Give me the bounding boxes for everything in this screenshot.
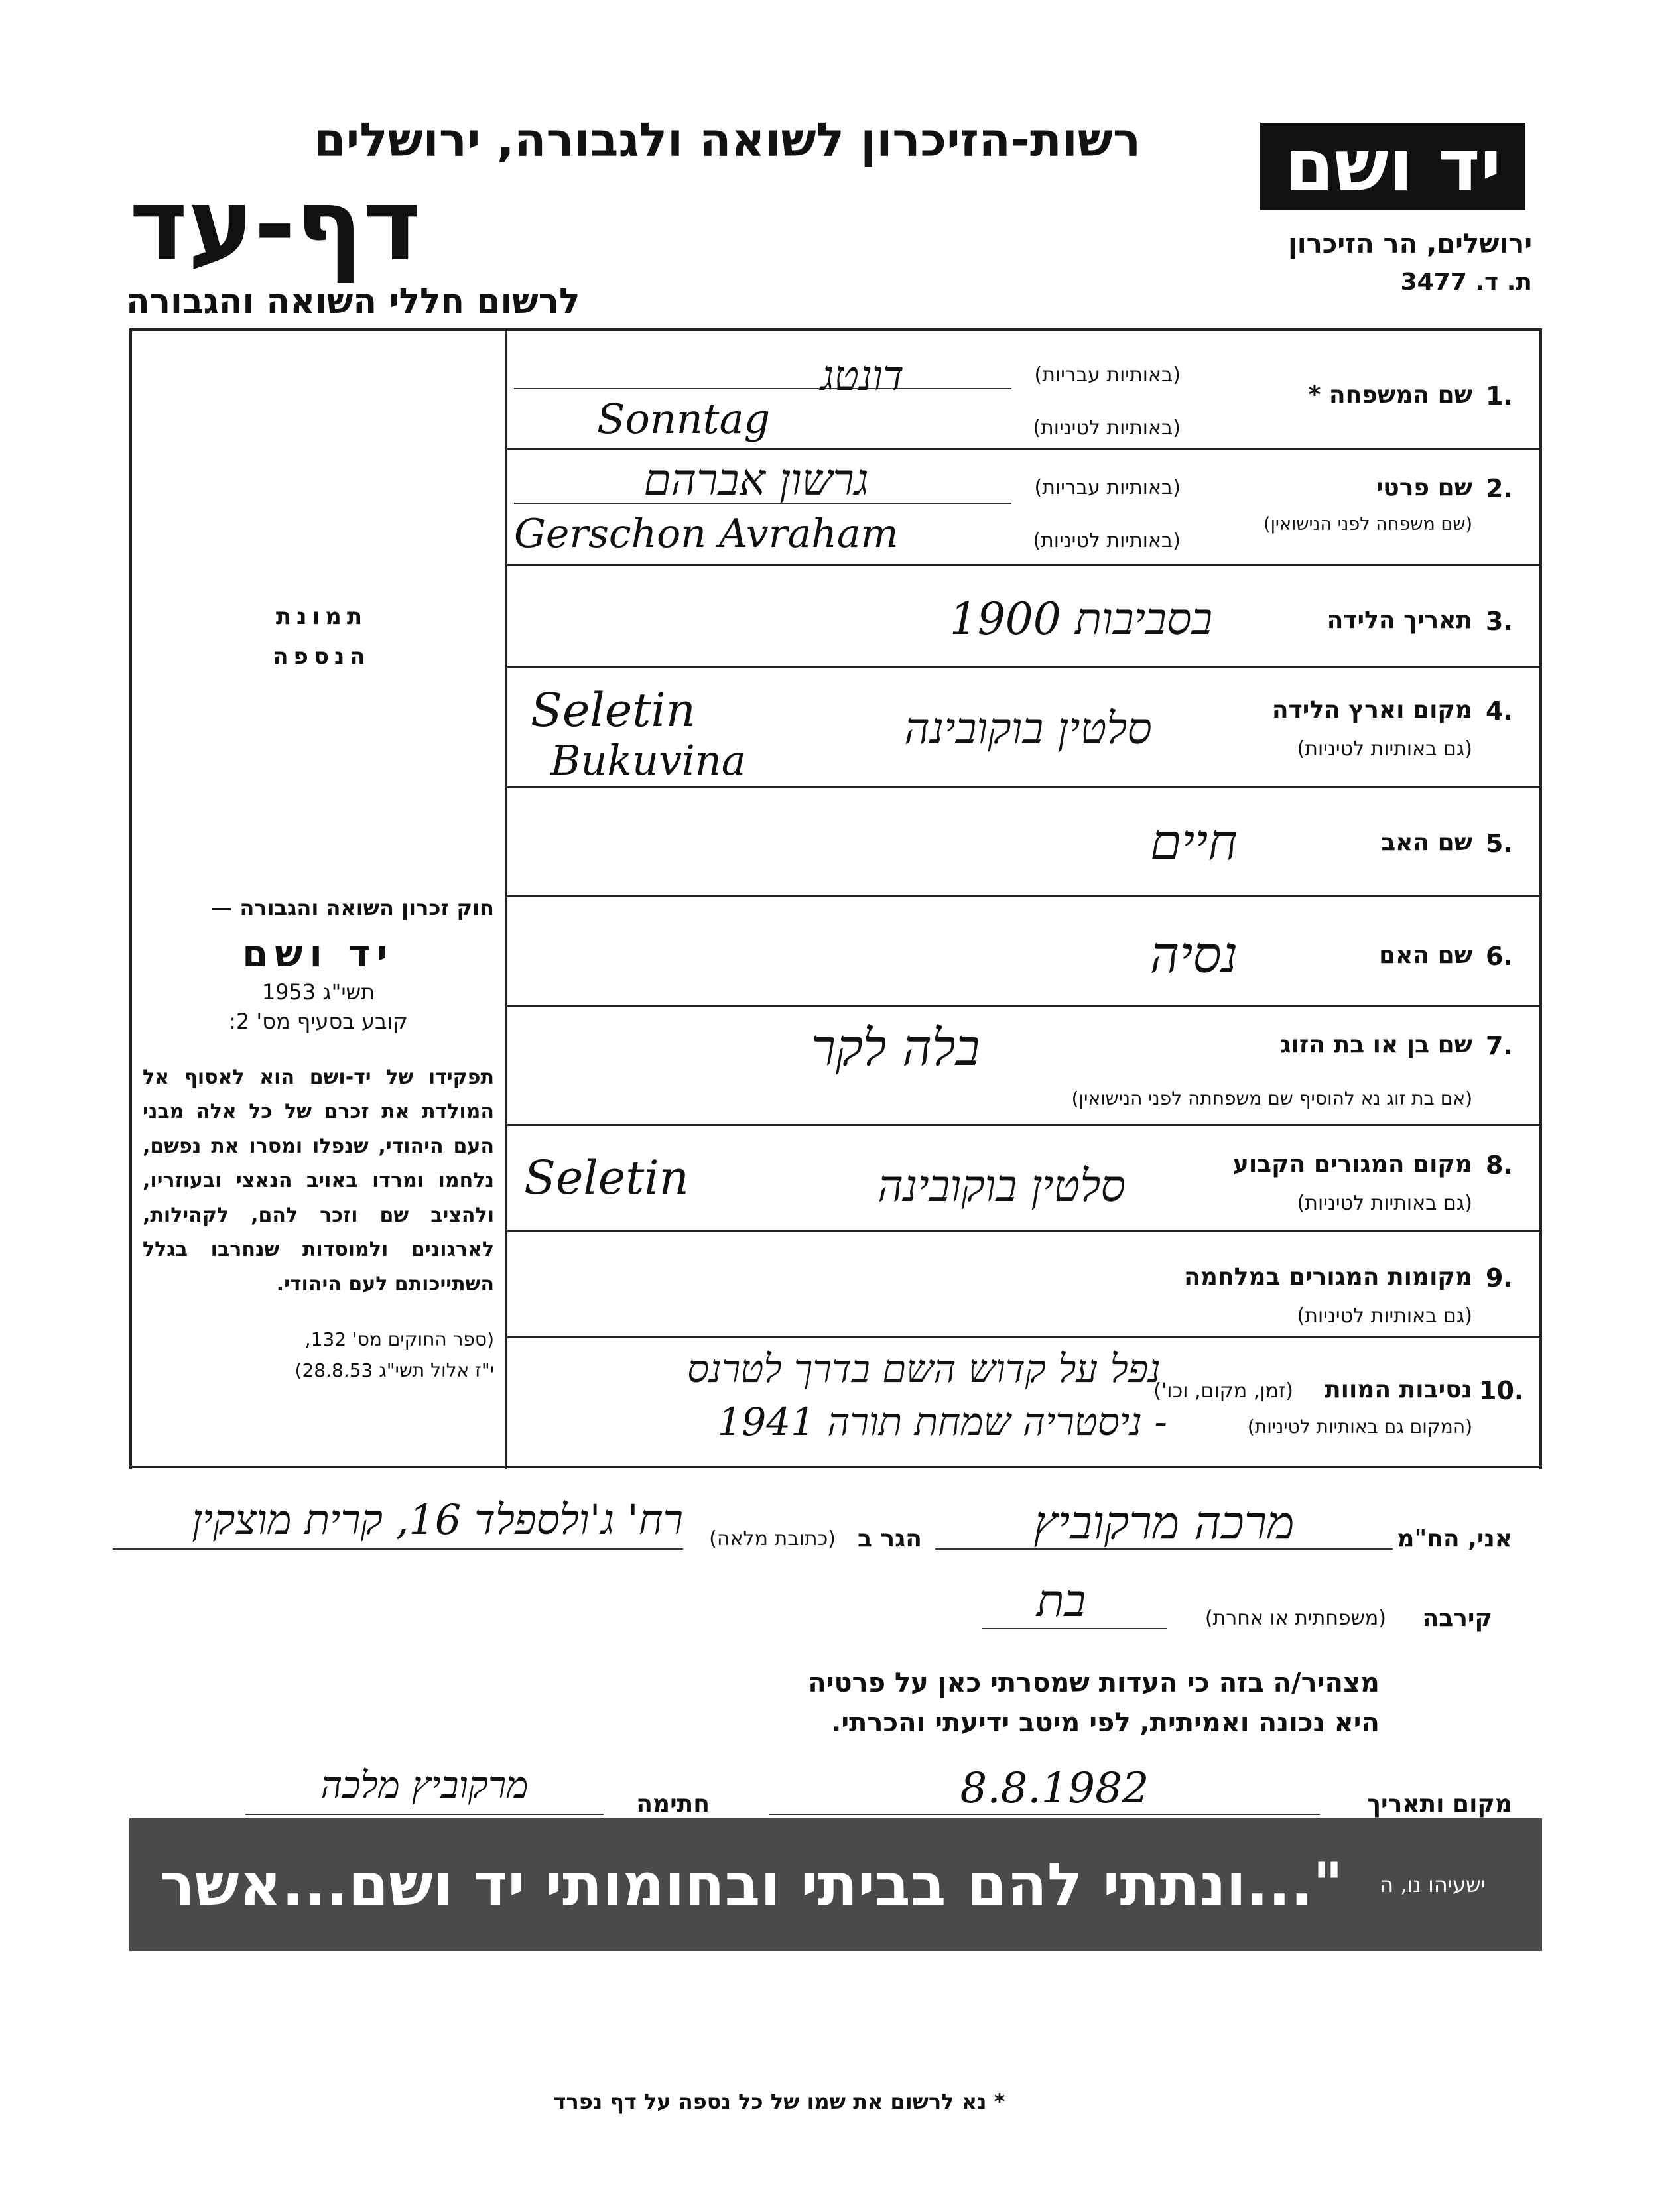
row-divider — [507, 895, 1541, 897]
photo-label-line: הנספה — [273, 643, 371, 670]
field-sublabel: (גם באותיות לטיניות) — [1297, 737, 1472, 761]
field-number: 4. — [1486, 696, 1513, 725]
field-number: 8. — [1486, 1151, 1513, 1180]
quote-source: ישעיהו נו, ה — [1380, 1872, 1486, 1897]
death-circumstances-line1: נפל על קדוש השם בדרך לטרנס — [686, 1346, 1161, 1391]
column-divider — [505, 330, 507, 1469]
entry-line — [245, 1814, 604, 1815]
photo-label-line: תמונת — [275, 603, 368, 630]
field-label-mother-name: שם האם — [1379, 942, 1472, 969]
field-number: 9. — [1486, 1263, 1513, 1292]
field-number: 6. — [1486, 942, 1513, 971]
declaration-statement-1: מצהיר/ה בזה כי העדות שמסרתי כאן על פרטיה — [808, 1668, 1380, 1698]
address-hint: (כתובת מלאה) — [709, 1527, 836, 1550]
hebrew-hint: (באותיות עבריות) — [1034, 476, 1181, 499]
yad-vashem-logo: יד ושם — [1260, 123, 1525, 210]
law-name: יד ושם — [242, 932, 395, 975]
hebrew-hint: (באותיות עבריות) — [1034, 363, 1181, 387]
birth-date-value: בסביבות 1900 — [949, 594, 1213, 645]
relation-label: קירבה — [1422, 1605, 1492, 1632]
field-label-residence: מקום המגורים הקבוע — [1232, 1151, 1472, 1178]
birth-region-latin: Bukuvina — [550, 736, 746, 785]
birth-place-latin: Seletin — [531, 683, 696, 737]
declaration-date: 8.8.1982 — [960, 1764, 1149, 1813]
spouse-name-value: בלה לקר — [810, 1018, 980, 1077]
field-sublabel: (גם באותיות לטיניות) — [1297, 1304, 1472, 1328]
law-source: (ספר החוקים מס' 132, — [304, 1328, 494, 1350]
field-label-family-name: שם המשפחה * — [1308, 381, 1472, 408]
entry-line — [113, 1548, 683, 1550]
page-title: דף-עד — [129, 168, 421, 283]
entry-line — [769, 1814, 1320, 1815]
field-sublabel: (שם משפחה לפני הנישואין) — [1263, 514, 1472, 534]
authority-title: רשות-הזיכרון לשואה ולגבורה, ירושלים — [313, 113, 1141, 167]
field-sublabel: (גם באותיות לטיניות) — [1297, 1192, 1472, 1215]
field-hint: (זמן, מקום, וכו') — [1153, 1379, 1293, 1403]
logo-subtitle: ירושלים, הר הזיכרון — [1288, 229, 1532, 259]
law-text: תפקידו של יד-ושם הוא לאסוף אל המולדת את זכרם של כל אלה מבני העם היהודי, שנפלו ומסרו את נפשם, נלחמו ומרדו באויב הנאצי ובעוזריו, ולהציב שם וזכר להם, לקהילות, לארגונים ולמוסדות שנחרבו בגלל השתייכותם לעם היהודי. — [143, 1066, 494, 1296]
po-box: ת. ד. 3477 — [1400, 269, 1532, 296]
resides-label: הגר ב — [858, 1525, 922, 1552]
residence-hebrew: סלטין בוקובינה — [877, 1161, 1126, 1212]
signature: מרקוביץ מלכה — [320, 1764, 529, 1807]
declaration-statement-2: היא נכונה ואמיתית, לפי מיטב ידיעתי והכרתי. — [831, 1708, 1380, 1738]
father-name-value: חיים — [1149, 812, 1238, 871]
entry-line — [982, 1628, 1167, 1629]
frame-bottom — [129, 1466, 1542, 1468]
mother-name-value: נסיה — [1149, 925, 1238, 984]
field-label-first-name: שם פרטי — [1376, 474, 1472, 501]
row-divider — [507, 1005, 1541, 1007]
law-year: תשי"ג 1953 — [261, 979, 375, 1005]
row-divider — [507, 1230, 1541, 1232]
residence-latin: Seletin — [524, 1151, 689, 1205]
field-number: 3. — [1486, 607, 1513, 636]
row-divider — [507, 786, 1541, 788]
field-label-father-name: שם האב — [1381, 829, 1472, 856]
field-sublabel: (המקום גם באותיות לטיניות) — [1247, 1416, 1472, 1438]
row-divider — [507, 448, 1541, 450]
row-divider — [507, 564, 1541, 566]
field-number: 10. — [1479, 1376, 1524, 1405]
field-number: 1. — [1486, 381, 1513, 410]
latin-hint: (באותיות לטיניות) — [1033, 416, 1181, 440]
footnote: * נא לרשום את שמו של כל נספה על דף נפרד — [553, 2089, 1005, 2114]
first-name-latin: Gerschon Avraham — [514, 511, 899, 557]
declarant-name: מרכה מרקוביץ — [1033, 1495, 1295, 1550]
death-circumstances-line2: - ניסטריה שמחת תורה 1941 — [717, 1399, 1167, 1444]
field-label-birth-date: תאריך הלידה — [1326, 607, 1472, 634]
page-subtitle: לרשום חללי השואה והגבורה — [126, 282, 580, 322]
law-date: י"ז אלול תשי"ג 28.8.53) — [294, 1359, 494, 1381]
latin-hint: (באותיות לטיניות) — [1033, 529, 1181, 552]
field-sublabel: (אם בת זוג נא להוסיף שם משפחתה לפני הנישואין) — [1071, 1088, 1472, 1109]
law-title: חוק זכרון השואה והגבורה — — [211, 895, 494, 920]
first-name-hebrew: גרשון אברהם — [643, 454, 869, 505]
field-number: 7. — [1486, 1031, 1513, 1060]
field-label-birth-place: מקום וארץ הלידה — [1271, 696, 1472, 723]
place-date-label: מקום ותאריך — [1367, 1790, 1512, 1818]
field-number: 5. — [1486, 829, 1513, 858]
signature-label: חתימה — [636, 1790, 710, 1818]
relation-hint: (משפחתית או אחרת) — [1204, 1607, 1386, 1630]
field-label-wartime-residence: מקומות המגורים במלחמה — [1184, 1263, 1472, 1290]
family-name-latin: Sonntag — [597, 395, 771, 443]
field-label-death-circumstances: נסיבות המוות — [1325, 1376, 1472, 1403]
relation-value: בת — [1036, 1575, 1086, 1627]
quote-text: "...ונתתי להם בביתי ובחומותי יד ושם...אשר לא יכרת" — [159, 1850, 1343, 2051]
law-box — [143, 895, 494, 1381]
photo-label — [239, 603, 405, 670]
birth-place-hebrew: סלטין בוקובינה — [904, 703, 1152, 754]
field-number: 2. — [1486, 474, 1513, 503]
row-divider — [507, 1336, 1541, 1338]
declarant-label: אני, הח"מ — [1397, 1525, 1512, 1552]
family-name-hebrew: דונטג — [820, 351, 904, 400]
row-divider — [507, 666, 1541, 668]
field-label-spouse-name: שם בן או בת הזוג — [1280, 1031, 1472, 1058]
declarant-address: רח' ג'ולספלד 16, קרית מוצקין — [192, 1495, 683, 1544]
row-divider — [507, 1124, 1541, 1126]
quote-banner — [129, 1818, 1542, 2051]
law-clause: קובע בסעיף מס' 2: — [229, 1009, 408, 1034]
